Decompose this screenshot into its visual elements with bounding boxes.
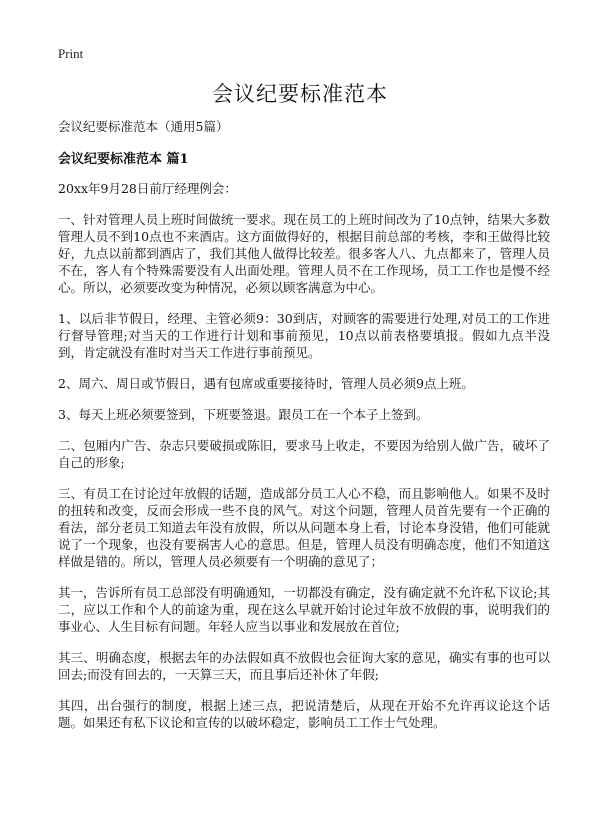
paragraph-item-3: 3、每天上班必须要签到，下班要签退。跟员工在一个本子上签到。 (58, 407, 429, 422)
paragraph-point-4: 其四，出台强行的制度，根据上述三点，把说清楚后，从现在开始不允许再议论这个话题。如果还有私下议论和宣传的以破坏稳定，影响员工工作士气处理。 (58, 698, 550, 730)
document-subtitle: 会议纪要标准范本（通用5篇） (58, 119, 229, 134)
paragraph-ads: 二、包厢内广告、杂志只要破损或陈旧，要求马上收走，不要因为给别人做广告，破坏了自己的形象; (58, 438, 550, 470)
paragraph-item-2: 2、周六、周日或节假日，遇有包席或重要接待时，管理人员必须9点上班。 (58, 376, 474, 391)
meeting-date-line: 20xx年9月28日前厅经理例会： (58, 181, 237, 196)
paragraph-point-3: 其三、明确态度，根据去年的办法假如真不放假也会征询大家的意见，确实有事的也可以回去;而没有回去的，一天算三天，而且事后还补休了年假; (58, 650, 550, 682)
paragraph-item-1: 1、以后非节假日，经理、主管必须9：30到店，对顾客的需要进行处理,对员工的工作进行督导管理;对当天的工作进行计划和事前预见，10点以前表格要填报。假如九点半没到，肯定就没有准时对当天工作进行事前预见。 (58, 311, 550, 360)
print-label: Print (58, 46, 84, 61)
paragraph-holiday: 三、有员工在讨论过年放假的话题，造成部分员工人心不稳，而且影响他人。如果不及时的扭转和改变，反而会形成一些不良的风气。对这个问题，管理人员首先要有一个正确的看法，部分老员工知道去年没有放假，所以从问题本身上看，讨论本身没错，他们可能就说了一个现象，也没有要祸害人心的意思。但是，管理人员没有明确态度，他们不知道这样做是错的。所以，管理人员必须要有一个明确的意见了； (58, 486, 550, 569)
paragraph-work-hours: 一、针对管理人员上班时间做统一要求。现在员工的上班时间改为了10点钟，结果大多数管理人员不到10点也不来酒店。这方面做得好的，根据目前总部的考核，李和王做得比较好，九点以前都到酒店了，我们其他人做得比较差。很多客人八、九点都来了，管理人员不在，客人有个特殊需要没有人出面处理。管理人员不在工作现场，员工工作也是慢不经心。所以，必须要改变为种情况，必须以顾客满意为中心。 (58, 212, 550, 295)
document-body (58, 118, 550, 745)
section-heading: 会议纪要标准范本 篇1 (58, 152, 189, 167)
paragraph-point-1: 其一，告诉所有员工总部没有明确通知，一切都没有确定，没有确定就不允许私下议论;其二，应以工作和个人的前途为重，现在这么早就开始讨论过年放不放假的事，说明我们的事业心、人生目标有问题。年轻人应当以事业和发展放在首位; (58, 585, 550, 634)
document-title: 会议纪要标准范本 (212, 82, 388, 106)
